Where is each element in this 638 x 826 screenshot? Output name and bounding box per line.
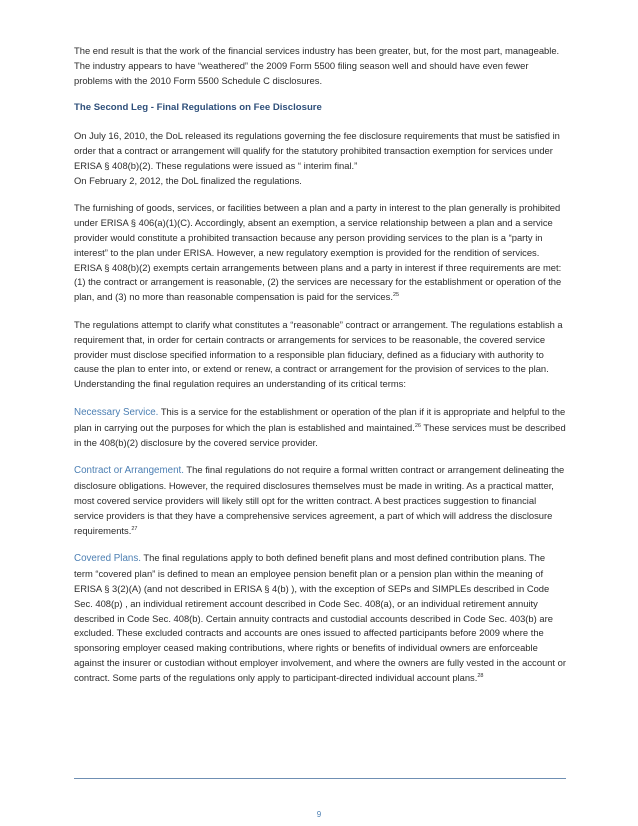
footnote-ref: 28 — [477, 672, 484, 679]
footnote-ref: 26 — [414, 422, 421, 429]
page-number: 9 — [316, 810, 322, 819]
term-label: Contract or Arrangement. — [74, 465, 184, 477]
section-heading: The Second Leg - Final Regulations on Fee Disclosure — [74, 102, 322, 114]
paragraph-reasonable: The regulations attempt to clarify what constitutes a “reasonable” contract or arrangement. The regulations establish a requirement that, in order for certain contracts or arrangements for services to be reasonable, the covered service provider must disclose specified information to a responsible plan fiduciary, defined as a fiduciary with authority to cause the plan to enter into, or extend or renew, a contract or arrangement for the provision of services to the plan. Understanding the final regulation requires an understanding of its critical terms: — [74, 318, 563, 390]
footnote-ref: 27 — [131, 525, 138, 532]
term-covered-plans: Covered Plans. The final regulations apply to both defined benefit plans and most defined contribution plans. The term “covered plan” is defined to mean an employee pension benefit plan or a pension plan within the meaning of ERISA § 3(2)(A) (and not described in ERISA § 4(b) ), with the exception of SEPs and SIMPLEs described in Code Sec. 408(p) , an individual retirement account described in Code Sec. 408(a), or an individual retirement annuity described in Code Sec. 408(b). Certain annuity contracts and custodial accounts described in Code Sec. 403(b) are excluded. These excluded contracts and accounts are ones issued to affected participants before 2009 where the sponsoring employer ceased making contributions, where rights or benefits of individual owners are enforceable against the insurer or custodian without employer involvement, and where the owners are fully vested in the account or contract. Some parts of the regulations only apply to participant-directed individual account plans.$^{28}$ — [74, 552, 566, 683]
paragraph-prohibited-transaction: The furnishing of goods, services, or facilities between a plan and a party in interest to the plan generally is prohibited under ERISA § 406(a)(1)(C). Accordingly, absent an exemption, a service relationship between a plan and a service provider would constitute a prohibited transaction because any person providing services to the plan is a “party in interest” to the plan under ERISA. However, a new regulatory exemption is provided for the rendition of services. ERISA § 408(b)(2) exempts certain arrangements between plans and a party in interest if three requirements are met: (1) the contract or arrangement is reasonable, (2) the services are necessary for the establishment or operation of the plan, and (3) no more than reasonable compensation is paid for the services.$^{25}$ — [74, 202, 562, 303]
term-contract-arrangement: Contract or Arrangement. The final regulations do not require a formal written contract or arrangement delineating the disclosure obligations. However, the required disclosures themselves must be made in writing. As a practical matter, most covered service providers will likely still opt for the written contract. A best practices suggestion to financial service providers is that they have a comprehensive services agreement, a part of which will address the disclosure requirements.$^{27}$ — [74, 464, 565, 536]
footer-divider — [74, 778, 566, 779]
document-page — [74, 44, 566, 698]
footnote-ref: 25 — [392, 292, 400, 299]
term-label: Necessary Service. — [74, 406, 159, 418]
term-label: Covered Plans. — [74, 553, 141, 565]
term-necessary-service: Necessary Service. This is a service for the establishment or operation of the plan if it is appropriate and helpful to the plan in carrying out the purposes for which the plan is established and maintained.$^{26}$ These services must be described in the 408(b)(2) disclosure by the covered service provider. — [74, 405, 566, 448]
paragraph-intro: The end result is that the work of the financial services industry has been greater, but, for the most part, manageable. The industry appears to have “weathered” the 2009 Form 5500 filing season well and should have even fewer problems with the 2010 Form 5500 Schedule C disclosures. — [74, 45, 560, 86]
paragraph-release: On July 16, 2010, the DoL released its regulations governing the fee disclosure requirements that must be satisfied in order that a contract or arrangement will qualify for the statutory prohibited transaction exemption for services under ERISA § 408(b)(2). These regulations were issued as “ interim final.” On February 2, 2012, the DoL finalized the regulations. — [74, 130, 560, 186]
